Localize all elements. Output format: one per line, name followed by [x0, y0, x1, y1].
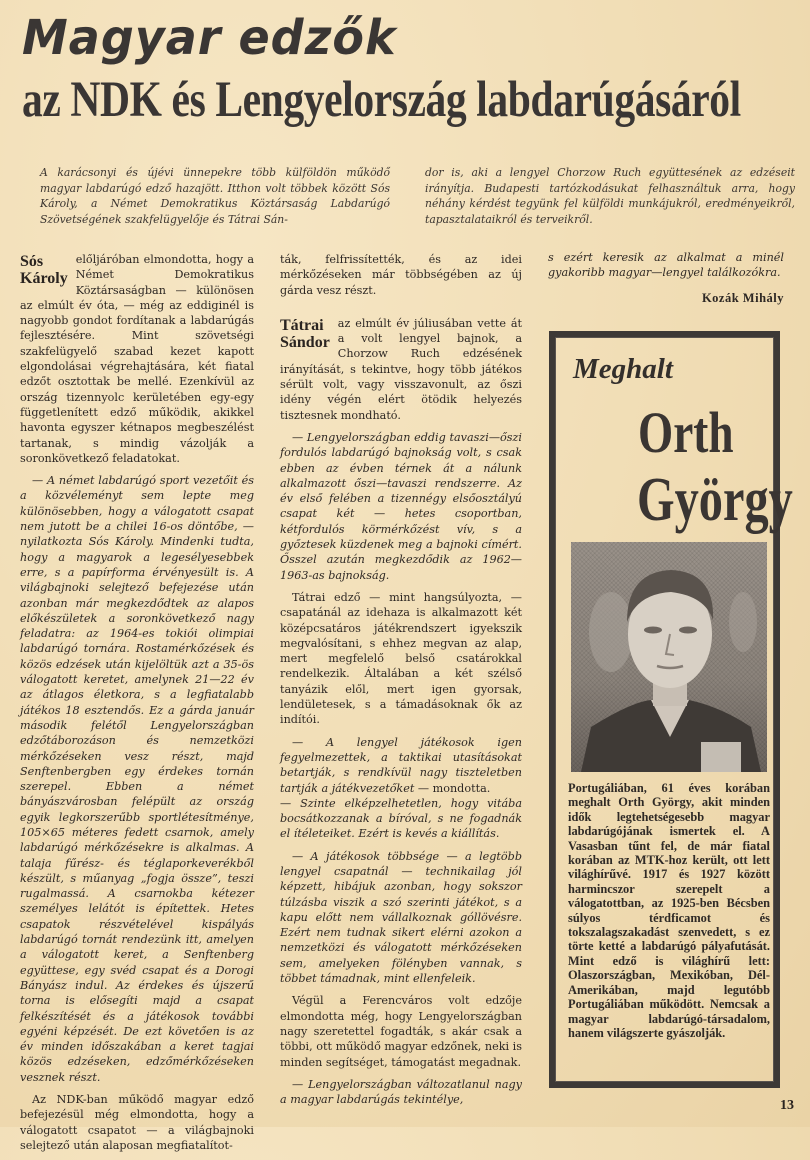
runin-tatrai-sandor: [280, 317, 330, 351]
obituary-text: Portugáliában, 61 éves korában meghalt Orth György, akit minden idők legtehetségesebb magyar labdarúgójának ismertek el. A Vasasban tűnt fel, de már fiatal korában az MTK-hoz került, ott lett világhírűvé. 1917 és 1927 között harmincszor szerepelt a válogatottban, az 1925-ben Bécsben súlyos térdficamot és tokszalagszakadást szenvedett, s ez törte ketté a labdarúgó pályafutását. Mint edző is világhírű lett: Olaszországban, Mexikóban, Dél-Amerikában, majd legutóbb Portugáliában működött. Nemcsak a magyar labdarúgó-társadalom, hanem világszerte gyászolják.: [568, 781, 770, 1040]
paragraph-text: az elmúlt év júliusában vette át a volt lengyel bajnok, a Chorzow Ruch edzésének irányítását, s tekintve, hogy több játékos sérült volt, vagy visszavonult, az őszi idény végén elért ötödik helyezés tisztesnek mondható.: [280, 316, 522, 422]
obituary-kicker: Meghalt: [573, 353, 673, 385]
runin-line: Károly: [20, 270, 68, 287]
portrait-photo: [571, 542, 767, 772]
runin-line: Sándor: [280, 333, 330, 351]
runin-line: Sós: [20, 253, 44, 270]
tatrai-closing-paragraph: Végül a Ferencváros volt edzője elmondotta még, hogy Lengyelországban nagy szeretettel fogadták, s akár csak a többi, ott működő magyar edzőnek, neki is minden segítséget, támogatást megadnak.: [280, 994, 522, 1069]
tatrai-intro-paragraph: [280, 316, 522, 423]
column-2: [280, 252, 522, 1114]
sos-quote-paragraph: — A német labdarúgó sport vezetőit és a közvéleményt sem lepte meg különösebben, hogy a válogatott csapat nem jutott be a chilei 16-os döntőbe, — nyilatkozta Sós Károly. Mindenki tudta, hogy a magyarok a legesélyesebbek erre, s a papírforma érvényesült is. A világbajnoki selejtező befejezése után azonban már megkezdődtek az alapos előkészületek a soronkövetkező nagy feladatra: az 1964-es tokiói olimpiai labdarúgó tornára. Rostamérkőzések és közös edzések után kijelöltük azt a 35-ös válogatott keretet, amelynek 21—22 év az átlagos életkora, s a legfiatalabb játékos 18 esztendős. Ez a gárda január második felétől Lengyelországban edzőtáborozáson és nemzetközi mérkőzéseken vesz részt, majd Senftenbergben egy érdekes tornán szerepel. Ebben a német bányászvárosban felépült az ország egyik legkorszerűbb sportlétesítménye, 105×65 méteres fedett csarnok, amely labdarúgó mérkőzésekre is alkalmas. A talaja fűrész- és téglaporkeverékből készült, s műanyag „fogja össze”, teszi rugalmassá. A csarnokba kétezer személyes lelátót is építettek. Hetes csapatok részvételével kispályás labdarúgó tornát rendezünk itt, amelyen a válogatott keret, a Senftenberg együttese, egy svéd csapat és a Dorogi Bányász indul. Az érdekes és újszerű torna is elősegíti majd a csapat felkészítését és a játékosok további egyéni képzését. De ezt követően is az év minden időszakában a keret tagjai közös edzéseken, edzőmérkőzéseken vesznek részt.: [20, 474, 254, 1084]
obituary-name-line2: György: [637, 466, 793, 534]
attribution-text: — mondotta.: [414, 781, 491, 795]
sos-closing-paragraph: Az NDK-ban működő magyar edző befejezésül még elmondotta, hogy a válogatott csapatot — a világbajnoki selejtező után alaposan megfiatalítot-: [20, 1093, 254, 1152]
tatrai-final-quote-continued: s ezért keresik az alkalmat a minél gyakoribb magyar—lengyel találkozókra.: [548, 251, 784, 280]
tatrai-tactics-paragraph: Tátrai edző — mint hangsúlyozta, — csapatánál az idehaza is alkalmazott két középcsatáros játékrendszert igyekszik megvalósítani, s ehhez megvan az alap, mert megfelelő belső csatárokkal rendelkezik. Általában a két szélső tanyázik elől, mert igen gyorsak, lendületesek, s a támadásoknak ők az indítói.: [280, 590, 522, 727]
sos-closing-continued: ták, felfrissítették, és az idei mérkőzéseken már többségében az új gárda vesz részt.: [280, 253, 522, 297]
runin-sos-karoly: [20, 253, 68, 287]
page-number: 13: [780, 1098, 794, 1113]
portrait-illustration: [571, 542, 767, 772]
headline-main: Magyar edzők: [22, 8, 397, 66]
obituary-name-line1: Orth: [638, 400, 734, 465]
tatrai-discipline-paragraph: [280, 735, 522, 842]
quote-text: — Szinte elképzelhetetlen, hogy vitába bocsátkozzanak a bíróval, s ne fogadnák el ítéleteiket. Ezért is kevés a kiállítás.: [280, 796, 522, 841]
obituary-box: [549, 331, 793, 1088]
runin-line: Tátrai: [280, 316, 324, 334]
quote-text: — A lengyel játékosok igen fegyelmezettek, a taktikai utasításokat betartják, s rendkívül nagy tiszteletben tartják a játékvezetőket: [280, 735, 522, 795]
lead-paragraph-part2: dor is, aki a lengyel Chorzow Ruch együttesének az edzéseit irányítja. Budapesti tartózkodásukat felhasználtuk arra, hogy néhány kérdést tegyünk fel külföldi munkájukról, eredményeikről, tapasztalataikról és terveikről.: [425, 166, 795, 226]
headline-sub: az NDK és Lengyelország labdarúgásáról: [22, 72, 741, 128]
author-signature: Kozák Mihály: [701, 290, 784, 305]
sos-intro-paragraph: [20, 252, 254, 466]
column-3: [548, 250, 784, 306]
paragraph-text: előljáróban elmondotta, hogy a Német Demokratikus Köztársaságban — különösen az elmúlt év óta, — még az eddiginél is nagyobb gondot fordítanak a labdarúgás fejlesztésére. Mint szövetségi szakfelügyelő szabad kezet kapott elgondolásai végrehajtására, két fiatal edzőt osztottak be mellé. Ezenkívül az ország tizennyolc kerületében egy-egy függetlenített edző működik, akikkel havonta egyszer kétnapos megbeszélést tartanak, s mindig vázolják a soronkövetkező feladatokat.: [20, 253, 254, 465]
lead-paragraph-part1: A karácsonyi és újévi ünnepekre több külföldön működő magyar labdarúgó edző hazajött. Itthon volt többek között Sós Károly, a Német Demokratikus Köztársaság Labdarúgó Szövetségének szakfelügyelője és Tátrai Sán-: [40, 166, 390, 226]
column-1: [20, 252, 254, 1160]
tatrai-players-paragraph: — A játékosok többsége — a legtöbb lengyel csapatnál — technikailag jól képzett, hibájuk azonban, hogy sokszor túlzásba viszik a szó szerinti játékot, s a kapu előtt nem vállalkoznak góllövésre. Ezért nem tudnak sikert elérni azokon a nemzetközi és válogatott mérkőzéseken sem, amelyeken fölényben vannak, s többet támadnak, mint ellenfeleik.: [280, 849, 522, 986]
tatrai-league-paragraph: — Lengyelországban eddig tavaszi—őszi fordulós labdarúgó bajnokság volt, s csak ebben az évben térnek át a nálunk alkalmazott őszi—tavaszi rendszerre. Az év első felében a tizennégy elsőosztályú csapat két — hetes csoportban, kétfordulós körmérkőzést vív, s a győztesek küzdenek meg a bajnoki címért. Ősszel azután megkezdődik az 1962—1963-as bajnokság.: [280, 430, 522, 582]
tatrai-final-quote: — Lengyelországban változatlanul nagy a magyar labdarúgás tekintélye,: [280, 1077, 522, 1107]
